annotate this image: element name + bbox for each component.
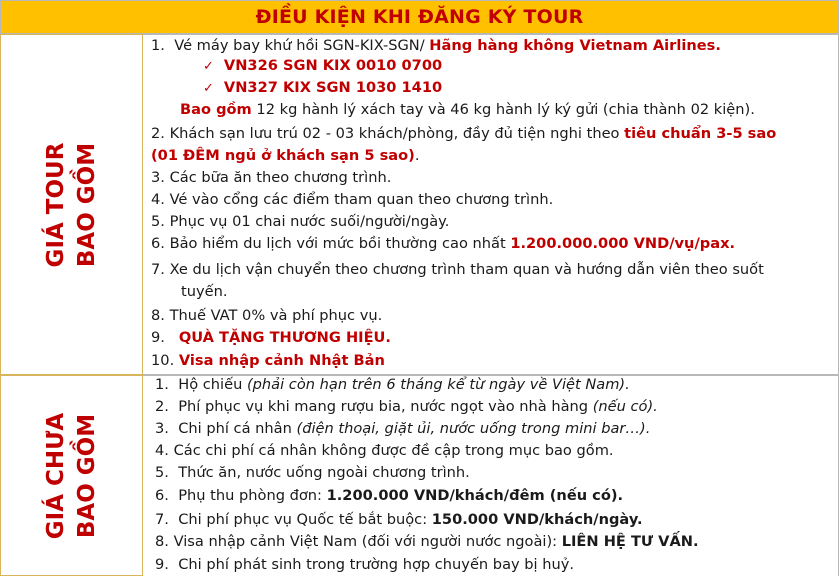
excluded-label-line1: GIÁ CHƯA [42, 412, 69, 539]
excluded-label [41, 412, 103, 538]
list-item: 3. Các bữa ăn theo chương trình. [151, 169, 392, 186]
list-item: 2. Phí phục vụ khi mang rượu bia, nước ngọt vào nhà hàng (nếu có). [155, 398, 658, 415]
list-item: 1. Hộ chiếu (phải còn hạn trên 6 tháng kể từ ngày về Việt Nam). [155, 376, 630, 393]
list-item: 9. QUÀ TẶNG THƯƠNG HIỆU. [151, 329, 391, 346]
list-item: 1. Vé máy bay khứ hồi SGN-KIX-SGN/ Hãng hàng không Vietnam Airlines. [151, 37, 721, 54]
list-item: 5. Thức ăn, nước uống ngoài chương trình. [155, 464, 470, 481]
baggage-note: Bao gồm 12 kg hành lý xách tay và 46 kg hành lý ký gửi (chia thành 02 kiện). [180, 101, 755, 118]
list-item: 8. Thuế VAT 0% và phí phục vụ. [151, 307, 383, 324]
list-item: 7. Chi phí phục vụ Quốc tế bắt buộc: 150.000 VND/khách/ngày. [155, 511, 643, 528]
list-item: 8. Visa nhập cảnh Việt Nam (đối với người nước ngoài): LIÊN HỆ TƯ VẤN. [155, 533, 699, 550]
list-item: 6. Bảo hiểm du lịch với mức bồi thường cao nhất 1.200.000.000 VND/vụ/pax. [151, 235, 736, 252]
page-title: ĐIỀU KIỆN KHI ĐĂNG KÝ TOUR [255, 6, 584, 28]
excluded-list [143, 375, 839, 576]
included-label-line2: BAO GỒM [73, 142, 100, 267]
included-label-cell [0, 34, 143, 375]
list-item: 3. Chi phí cá nhân (điện thoại, giặt ủi, nước uống trong mini bar…). [155, 420, 651, 437]
excluded-label-cell [0, 375, 143, 576]
list-item: 6. Phụ thu phòng đơn: 1.200.000 VND/khách/đêm (nếu có). [155, 487, 624, 504]
list-item: 7. Xe du lịch vận chuyển theo chương trình tham quan và hướng dẫn viên theo suốt [151, 261, 764, 278]
included-list [143, 34, 839, 375]
excluded-label-line2: BAO GỒM [73, 413, 100, 538]
flight-item: ✓ VN327 KIX SGN 1030 1410 [203, 77, 442, 100]
included-label [41, 142, 103, 267]
title-bar [0, 0, 839, 34]
list-item: 5. Phục vụ 01 chai nước suối/người/ngày. [151, 213, 450, 230]
list-item: 4. Vé vào cổng các điểm tham quan theo chương trình. [151, 191, 554, 208]
list-item-continuation: (01 ĐÊM ngủ ở khách sạn 5 sao). [151, 147, 420, 164]
list-item: 4. Các chi phí cá nhân không được đề cập trong mục bao gồm. [155, 442, 614, 459]
list-item: 9. Chi phí phát sinh trong trường hợp chuyến bay bị huỷ. [155, 556, 575, 573]
flight-item: ✓ VN326 SGN KIX 0010 0700 [203, 55, 442, 78]
included-label-line1: GIÁ TOUR [42, 142, 69, 267]
list-item-continuation: tuyến. [181, 283, 228, 300]
list-item: 10. Visa nhập cảnh Nhật Bản [151, 352, 385, 369]
list-item: 2. Khách sạn lưu trú 02 - 03 khách/phòng, đầy đủ tiện nghi theo tiêu chuẩn 3-5 sao [151, 125, 777, 142]
checkmark-icon: ✓ [203, 81, 214, 96]
checkmark-icon: ✓ [203, 59, 214, 74]
